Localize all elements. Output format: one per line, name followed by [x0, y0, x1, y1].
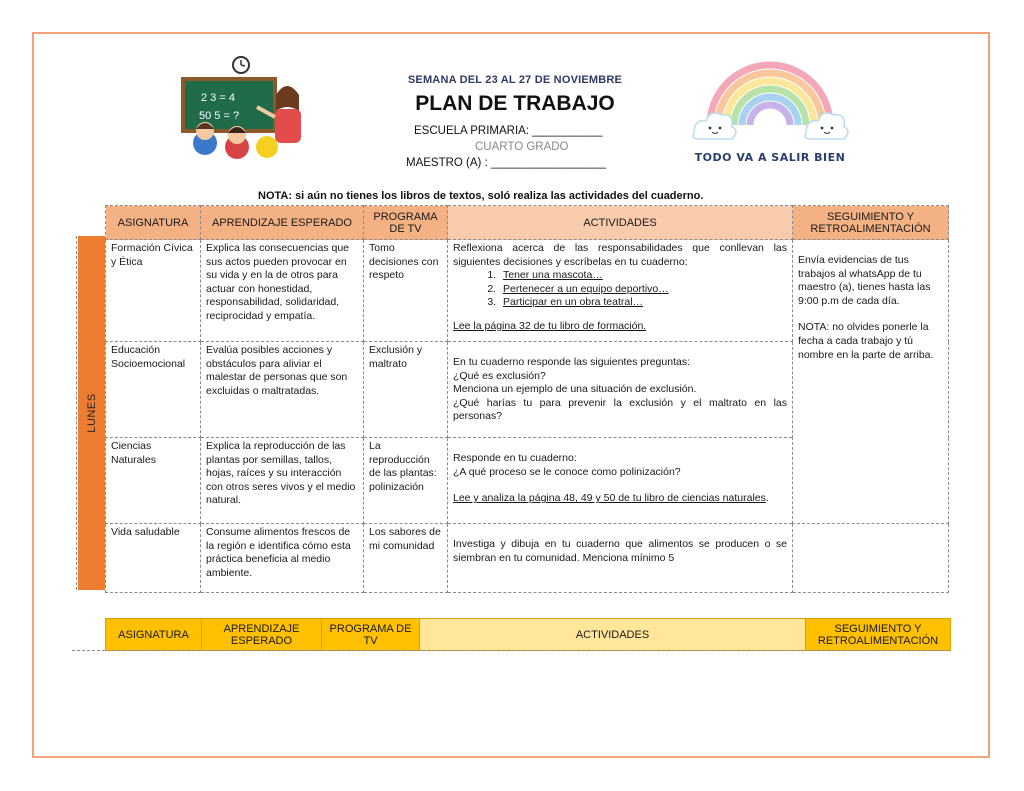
plan-table — [105, 205, 949, 593]
day-label: LUNES — [85, 393, 98, 433]
nota-text: NOTA: si aún no tienes los libros de textos, soló realiza las actividades del cuaderno. — [258, 190, 704, 202]
programa-cell: Exclusión y maltrato — [364, 342, 448, 438]
list-item: 2. Pertenecer a un equipo deportivo… — [499, 283, 787, 297]
seguimiento-p1: Envía evidencias de tus trabajos al whatsApp de tu maestro (a), tienes hasta las 9:00 p.m de cada día. — [798, 254, 931, 307]
activity-footer: Lee y analiza la página 48, 49 y 50 de tu libro de ciencias naturales — [453, 492, 766, 505]
day-label-cell — [78, 236, 105, 590]
activity-intro: Reflexiona acerca de las responsabilidades que conllevan las siguientes decisiones y escríbelas en tu cuaderno: — [453, 242, 787, 268]
actividades-cell: Investiga y dibuja en tu cuaderno que alimentos se producen o se siembran en tu comunidad. Menciona mínimo 5 — [448, 524, 793, 593]
header-actividades: ACTIVIDADES — [420, 619, 806, 651]
activity-footer-wrap — [453, 492, 787, 506]
header-actividades: ACTIVIDADES — [448, 206, 793, 240]
week-heading: SEMANA DEL 23 AL 27 DE NOVIEMBRE — [407, 74, 623, 86]
activity-line: En tu cuaderno responde las siguientes preguntas: — [453, 356, 690, 368]
rainbow-clouds-illustration — [688, 55, 853, 167]
seguimiento-cell — [793, 240, 949, 524]
activity-line: ¿Qué es exclusión? — [453, 369, 546, 382]
activity-list — [453, 269, 787, 310]
board-math-1: 2 3 = 4 — [201, 92, 235, 104]
programa-cell: La reproducción de las plantas: polinización — [364, 438, 448, 524]
header-seguimiento: SEGUIMIENTO Y RETROALIMENTACIÓN — [793, 206, 949, 240]
table-row — [106, 524, 949, 593]
seguimiento-empty-cell — [793, 524, 949, 593]
table-header-row — [106, 619, 951, 651]
actividades-cell — [448, 342, 793, 438]
activity-line: ¿A qué proceso se le conoce como polinización? — [453, 465, 681, 478]
teacher-line: MAESTRO (A) : __________________ — [406, 157, 607, 169]
grade-label: CUARTO GRADO — [475, 141, 569, 153]
asignatura-cell: Educación Socioemocional — [106, 342, 201, 438]
actividades-cell — [448, 240, 793, 342]
asignatura-cell: Ciencias Naturales — [106, 438, 201, 524]
programa-cell: Tomo decisiones con respeto — [364, 240, 448, 342]
rainbow-caption: TODO VA A SALIR BIEN — [694, 151, 846, 164]
table-2-divider — [72, 650, 950, 651]
header-seguimiento: SEGUIMIENTO Y RETROALIMENTACIÓN — [806, 619, 951, 651]
header-aprendizaje: APRENDIZAJE ESPERADO — [201, 206, 364, 240]
table-row — [106, 240, 949, 342]
asignatura-cell: Formación Cívica y Ética — [106, 240, 201, 342]
header-programa: PROGRAMA DE TV — [322, 619, 420, 651]
programa-cell: Los sabores de mi comunidad — [364, 524, 448, 593]
aprendizaje-cell: Consume alimentos frescos de la región e identifica cómo esta práctica beneficia al medio ambiente. — [201, 524, 364, 593]
activity-footer-end: . — [765, 492, 769, 505]
aprendizaje-cell: Explica las consecuencias que sus actos pueden provocar en su vida y en la de otros para actuar con honestidad, responsabilidad, solidaridad, reciprocidad y empatía. — [201, 240, 364, 342]
aprendizaje-cell: Evalúa posibles acciones y obstáculos para aliviar el malestar de personas que son excluidas o maltratadas. — [201, 342, 364, 438]
header-asignatura: ASIGNATURA — [106, 206, 201, 240]
school-line: ESCUELA PRIMARIA: ___________ — [414, 125, 603, 137]
list-item: 1. Tener una mascota… — [499, 269, 787, 283]
activity-footer: Lee la página 32 de tu libro de formación. — [453, 319, 647, 332]
aprendizaje-cell: Explica la reproducción de las plantas por semillas, tallos, hojas, raíces y su interacción con otros seres vivos y el medio natural. — [201, 438, 364, 524]
list-item: 3. Participar en un obra teatral… — [499, 296, 787, 310]
seguimiento-p2: NOTA: no olvides ponerle la fecha a cada trabajo y tú nombre en la parte de arriba. — [798, 321, 934, 361]
activity-line: Menciona un ejemplo de una situación de exclusión. — [453, 383, 697, 396]
teacher-classroom-illustration — [175, 55, 313, 159]
header-programa: PROGRAMA DE TV — [364, 206, 448, 240]
header-asignatura: ASIGNATURA — [106, 619, 202, 651]
plan-table-2-header — [105, 618, 951, 651]
table-header-row — [106, 206, 949, 240]
page-title: PLAN DE TRABAJO — [415, 92, 615, 115]
actividades-cell — [448, 438, 793, 524]
board-math-2: 50 5 = ? — [199, 110, 240, 122]
activity-line: Responde en tu cuaderno: — [453, 452, 577, 464]
asignatura-cell: Vida saludable — [106, 524, 201, 593]
header-aprendizaje: APRENDIZAJE ESPERADO — [202, 619, 322, 651]
activity-line: ¿Qué harías tu para prevenir la exclusión y el maltrato en las personas? — [453, 396, 787, 423]
